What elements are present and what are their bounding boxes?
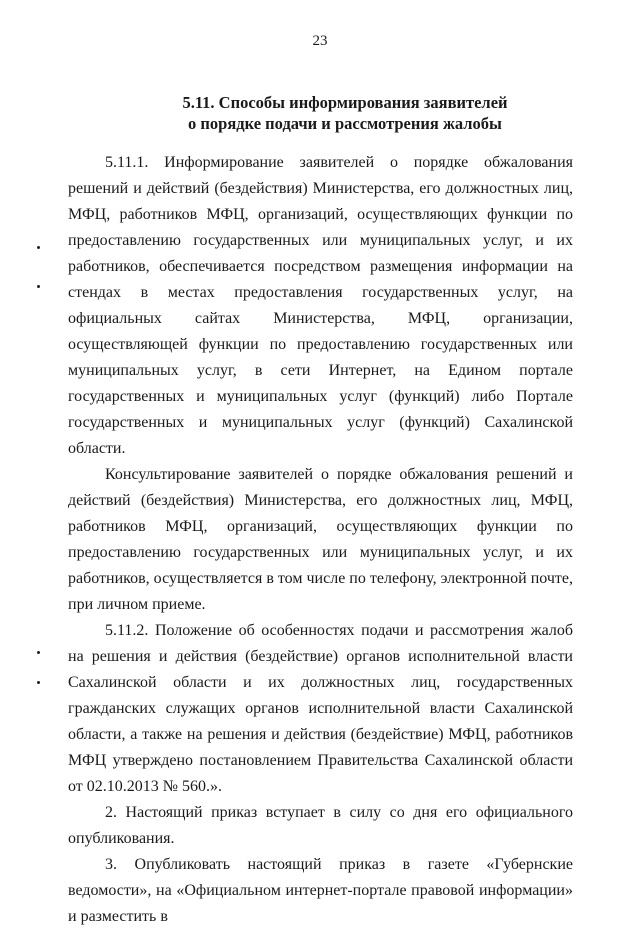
scan-speck bbox=[37, 246, 40, 249]
scan-speck bbox=[37, 651, 40, 654]
paragraph-5-11-2: 5.11.2. Положение об особенностях подачи и рассмотрения жалоб на решения и действия (бездействие) органов исполнительной власти Сахалинской области и их должностных лиц, государственных гражданских служащих органов исполнительной власти Сахалинской области, а также на решения и действия (бездействие) МФЦ, работников МФЦ утверждено постановлением Правительства Сахалинской области от 02.10.2013 № 560.». bbox=[68, 622, 573, 795]
paragraph-publication: 3. Опубликовать настоящий приказ в газете «Губернские ведомости», на «Официальном интернет-портале правовой информации» и разместить в bbox=[68, 856, 573, 925]
section-heading-line-1: 5.11. Способы информирования заявителей bbox=[182, 93, 508, 112]
scan-speck bbox=[37, 681, 40, 684]
paragraph-5-11-1: 5.11.1. Информирование заявителей о порядке обжалования решений и действий (бездействия) Министерства, его должностных лиц, МФЦ, работников МФЦ, организаций, осуществляющих функции по предоставлению государственных или муниципальных услуг, и их работников, обеспечивается посредством размещения информации на стендах в местах предоставления государственных услуг, на официальных сайтах Министерства, МФЦ, организации, осуществляющей функции по предоставлению государственных или муниципальных услуг, в сети Интернет, на Едином портале государственных и муниципальных услуг (функций) либо Портале государственных и муниципальных услуг (функций) Сахалинской области. bbox=[68, 154, 573, 457]
section-heading-line-2: о порядке подачи и рассмотрения жалобы bbox=[188, 114, 502, 133]
paragraph-order-effective: 2. Настоящий приказ вступает в силу со дня его официального опубликования. bbox=[68, 804, 573, 847]
page-number: 23 bbox=[312, 33, 328, 49]
scan-speck bbox=[37, 285, 40, 288]
document-body bbox=[68, 150, 573, 930]
paragraph-consultation: Консультирование заявителей о порядке обжалования решений и действий (бездействия) Министерства, его должностных лиц, МФЦ, работников МФЦ, организаций, осуществляющих функции по предоставлению государственных или муниципальных услуг, и их работников, осуществляется в том числе по телефону, электронной почте, при личном приеме. bbox=[68, 466, 573, 613]
section-heading bbox=[0, 92, 640, 134]
